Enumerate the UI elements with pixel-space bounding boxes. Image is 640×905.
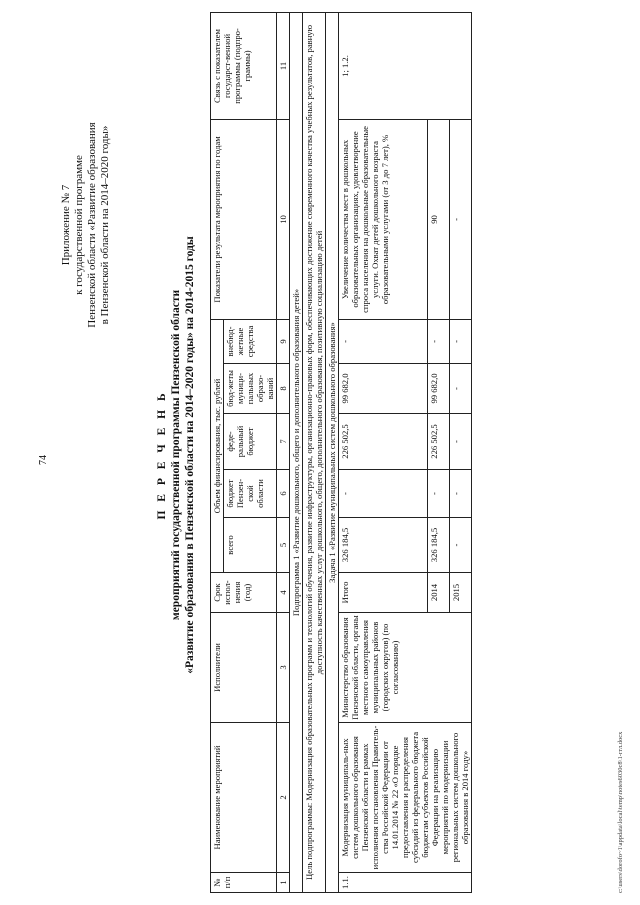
col-number: 8 [277,364,290,414]
appendix-line: Пензенской области «Развитие образования [86,122,98,328]
row-federal: 226 502,5 [428,414,450,470]
file-path-footer: c:\users\dorofo~1\appdata\local\temp\notes6030c8\1-ггл.docx [617,731,624,893]
header-municipal: бюд-жеты муници-пальных образо-ваний [224,364,277,414]
header-link: Связь с показателем государст-венной программы (подпро-граммы) [211,12,277,119]
row-offbudget: - [428,319,450,363]
row-term: 2015 [450,573,472,613]
title-heading: П Е Р Е Ч Е Н Ь [156,390,168,520]
subprogram-row [290,12,303,892]
header-name: Наименование мероприятий [211,723,277,873]
header-executor: Исполнители [211,613,277,723]
col-number: 10 [277,119,290,319]
row-total: 326 184,5 [428,518,450,573]
header-regional: бюджет Пензен-ской области [224,470,277,518]
subprogram-goal: Цель подпрограммы: Модернизация образовательных программ и технологий обучения, развитие инфраструктуры, организационно-правовых форм, обеспечивающих достижение современного качества учебных результатов, равную доступность качественных услуг дошкольного, общего, дополнительного образования, позитивную социализацию детей [303,12,326,892]
col-number: 4 [277,573,290,613]
header-indicators: Показатели результата мероприятия по годам [211,119,277,319]
appendix-line: к государственной программе [73,155,85,295]
row-indicator: 90 [428,119,450,319]
row-offbudget: - [339,319,428,363]
col-number: 3 [277,613,290,723]
col-number: 9 [277,319,290,363]
header-total: всего [224,518,277,573]
activities-table [210,12,472,893]
table-row [339,12,428,892]
col-number: 11 [277,12,290,119]
goal-row [303,12,326,892]
col-number: 1 [277,873,290,893]
appendix-line: в Пензенской области на 2014–2020 годы» [99,125,111,325]
header-funding: Объем финансирования, тыс. рублей [211,319,224,572]
row-federal: 226 502,5 [339,414,428,470]
row-municipal: - [450,364,472,414]
page-number: 74 [38,455,49,465]
appendix-line: Приложение № 7 [60,184,72,266]
header-term: Срок испол-нения (год) [211,573,277,613]
col-number: 6 [277,470,290,518]
row-name: Модернизация муниципаль-ных систем дошкольного образования Пензенской области в рамках исполнения постановления Правитель-ства Российской Федерации от 14.01.2014 № 22 «О порядке предоставления и распределения субсидий из федерального бюджета бюджетам субъектов Российской Федерации на реализацию мероприятий по модернизации региональных систем дошкольного образования в 2014 году» [339,723,472,873]
column-number-row [277,12,290,892]
task-row [326,12,339,892]
row-federal: - [450,414,472,470]
appendix-block [60,35,112,415]
row-total: - [450,518,472,573]
header-federal: феде-ральный бюджет [224,414,277,470]
row-term: 2014 [428,573,450,613]
row-offbudget: - [450,319,472,363]
row-regional: - [428,470,450,518]
header-offbudget: внебюд-жетные средства [224,319,277,363]
row-link: 1; 1.2. [339,12,472,119]
row-indicator: - [450,119,472,319]
document-title [155,175,197,735]
row-executor: Министерство образования Пензенской области, органы местного самоуправления муниципальных районов (городских округов) (по согласованию) [339,613,472,723]
row-term: Итого [339,573,428,613]
header-num: № п/п [211,873,277,893]
row-num: 1.1. [339,873,472,893]
row-municipal: 99 682,0 [339,364,428,414]
col-number: 7 [277,414,290,470]
row-regional: - [450,470,472,518]
title-line: «Развитие образования в Пензенской области на 2014–2020 годы» на 2014-2015 годы [184,236,196,674]
task-title: Задача 1 «Развитие муниципальных систем дошкольного образования» [326,12,339,892]
row-total: 326 184,5 [339,518,428,573]
col-number: 2 [277,723,290,873]
subprogram-title: Подпрограмма 1 «Развитие дошкольного, общего и дополнительного образования детей» [290,12,303,892]
row-indicator: Увеличение количества мест в дошкольных образовательных организациях, удовлетворение спроса населения на дошкольные образовательные услуги. Охват детей дошкольного возраста образовательными услугами (от 3 до 7 лет), % [339,119,428,319]
title-line: мероприятий государственной программы Пензенской области [170,289,182,621]
row-regional: - [339,470,428,518]
col-number: 5 [277,518,290,573]
row-municipal: 99 682,0 [428,364,450,414]
header-row [211,12,224,892]
